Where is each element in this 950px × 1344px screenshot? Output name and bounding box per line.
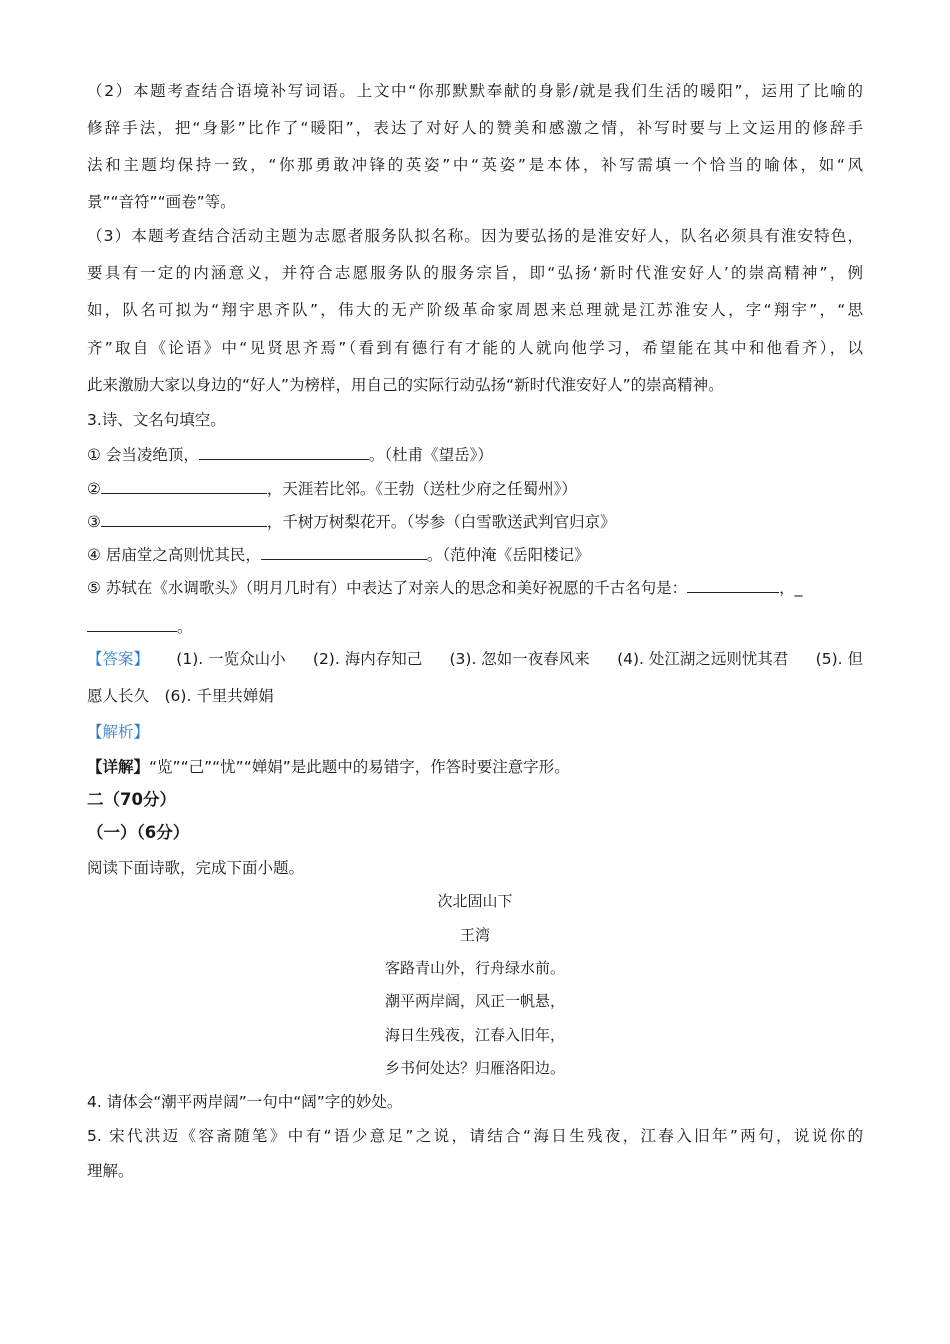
answer-blank-3[interactable] <box>101 511 267 527</box>
detail-text: “览”“己”“忧”“婵娟”是此题中的易错字，作答时要注意字形。 <box>149 758 570 776</box>
poem-author: 王湾 <box>459 926 490 944</box>
answer-blank-1[interactable] <box>199 444 369 460</box>
poem-line-2: 潮平两岸阔，风正一帆悬， <box>384 992 565 1010</box>
fill-item-3-prefix: ③ <box>87 513 101 531</box>
fill-item-1 <box>87 444 863 466</box>
para3-line2: 要具有一定的内涵意义，并符合志愿服务队的服务宗旨，即“弘扬‘新时代淮安好人’的崇高精神”，例 <box>87 264 863 282</box>
answer-blank-2[interactable] <box>101 478 267 494</box>
detail-tag: 【详解】 <box>87 758 150 776</box>
fill-item-5-prefix: ⑤ 苏轼在《水调歌头》（明月几时有）中表达了对亲人的思念和美好祝愿的千古名句是： <box>87 579 688 597</box>
fill-item-4-suffix: 。（范仲淹《岳阳楼记》 <box>426 546 590 564</box>
answer-3: (3). 忽如一夜春风来 <box>449 650 590 668</box>
question-5-line2: 理解。 <box>87 1162 134 1180</box>
fill-item-2-prefix: ② <box>87 480 101 498</box>
fill-item-4-prefix: ④ 居庙堂之高则忧其民， <box>87 546 261 564</box>
subsection-heading: （一）（6分） <box>87 823 190 842</box>
answer-2: (2). 海内存知己 <box>312 650 423 668</box>
para3-line1: （3）本题考查结合活动主题为志愿者服务队拟名称。因为要弘扬的是淮安好人，队名必须具有淮安特色， <box>87 227 863 245</box>
question3-title: 3.诗、文名句填空。 <box>87 411 226 429</box>
fill-item-1-suffix: 。（杜甫《望岳》） <box>368 446 493 464</box>
answer-5-start: (5). 但 <box>815 650 863 668</box>
analysis-tag: 【解析】 <box>87 723 150 741</box>
poem-title: 次北固山下 <box>437 892 513 910</box>
section-heading: 二（70分） <box>87 790 176 809</box>
answer-blank-5[interactable] <box>687 577 779 593</box>
analysis-detail <box>87 756 863 778</box>
para2-line2: 修辞手法，把“身影”比作了“暖阳”，表达了对好人的赞美和感激之情，补写时要与上文运用的修辞手 <box>87 119 863 137</box>
reading-instruction: 阅读下面诗歌，完成下面小题。 <box>87 859 305 877</box>
fill-item-5 <box>87 577 863 599</box>
para3-line3: 如，队名可拟为“翔宇思齐队”，伟大的无产阶级革命家周恩来总理就是江苏淮安人，字“翔宇”，“思 <box>87 301 863 319</box>
answer-blank-4[interactable] <box>261 544 427 560</box>
answer-line-2: 愿人长久 (6). 千里共婵娟 <box>87 687 274 705</box>
fill-item-4 <box>87 544 863 566</box>
answer-4: (4). 处江湖之远则忧其君 <box>617 650 789 668</box>
poem-line-3: 海日生残夜，江春入旧年， <box>384 1026 565 1044</box>
fill-item-5-mid: ，_ <box>779 579 803 597</box>
para2-line1: （2）本题考查结合语境补写词语。上文中“你那默默奉献的身影/就是我们生活的暖阳”，运用了比喻的 <box>87 82 863 100</box>
fill-item-2-suffix: ，天涯若比邻。《王勃（送杜少府之任蜀州》） <box>266 480 577 498</box>
poem-line-4: 乡书何处达？归雁洛阳边。 <box>384 1059 565 1077</box>
question-4: 4. 请体会“潮平两岸阔”一句中“阔”字的妙处。 <box>87 1093 403 1111</box>
answer-tag: 【答案】 <box>87 650 150 668</box>
fill-item-5-cont <box>87 616 863 638</box>
answer-blank-6[interactable] <box>87 616 177 632</box>
fill-item-5-suffix: 。 <box>177 618 193 636</box>
para3-line5: 此来激励大家以身边的“好人”为榜样，用自己的实际行动弘扬“新时代淮安好人”的崇高精神。 <box>87 376 724 394</box>
para2-line4: 景”“音符”“画卷”等。 <box>87 193 236 211</box>
question-5-line1: 5. 宋代洪迈《容斋随笔》中有“语少意足”之说，请结合“海日生残夜，江春入旧年”两句，说说你的 <box>87 1127 863 1145</box>
fill-item-2 <box>87 478 863 500</box>
fill-item-1-prefix: ① 会当凌绝顶， <box>87 446 199 464</box>
answer-line-1 <box>87 648 863 670</box>
answer-1: (1). 一览众山小 <box>176 650 286 668</box>
para3-line4: 齐”取自《论语》中“见贤思齐焉”（看到有德行有才能的人就向他学习，希望能在其中和他看齐），以 <box>87 339 863 357</box>
fill-item-3-suffix: ，千树万树梨花开。（岑参（白雪歌送武判官归京》 <box>266 513 616 531</box>
fill-item-3 <box>87 511 863 533</box>
para2-line3: 法和主题均保持一致，“你那勇敢冲锋的英姿”中“英姿”是本体，补写需填一个恰当的喻体，如“风 <box>87 156 863 174</box>
poem-line-1: 客路青山外，行舟绿水前。 <box>384 959 565 977</box>
